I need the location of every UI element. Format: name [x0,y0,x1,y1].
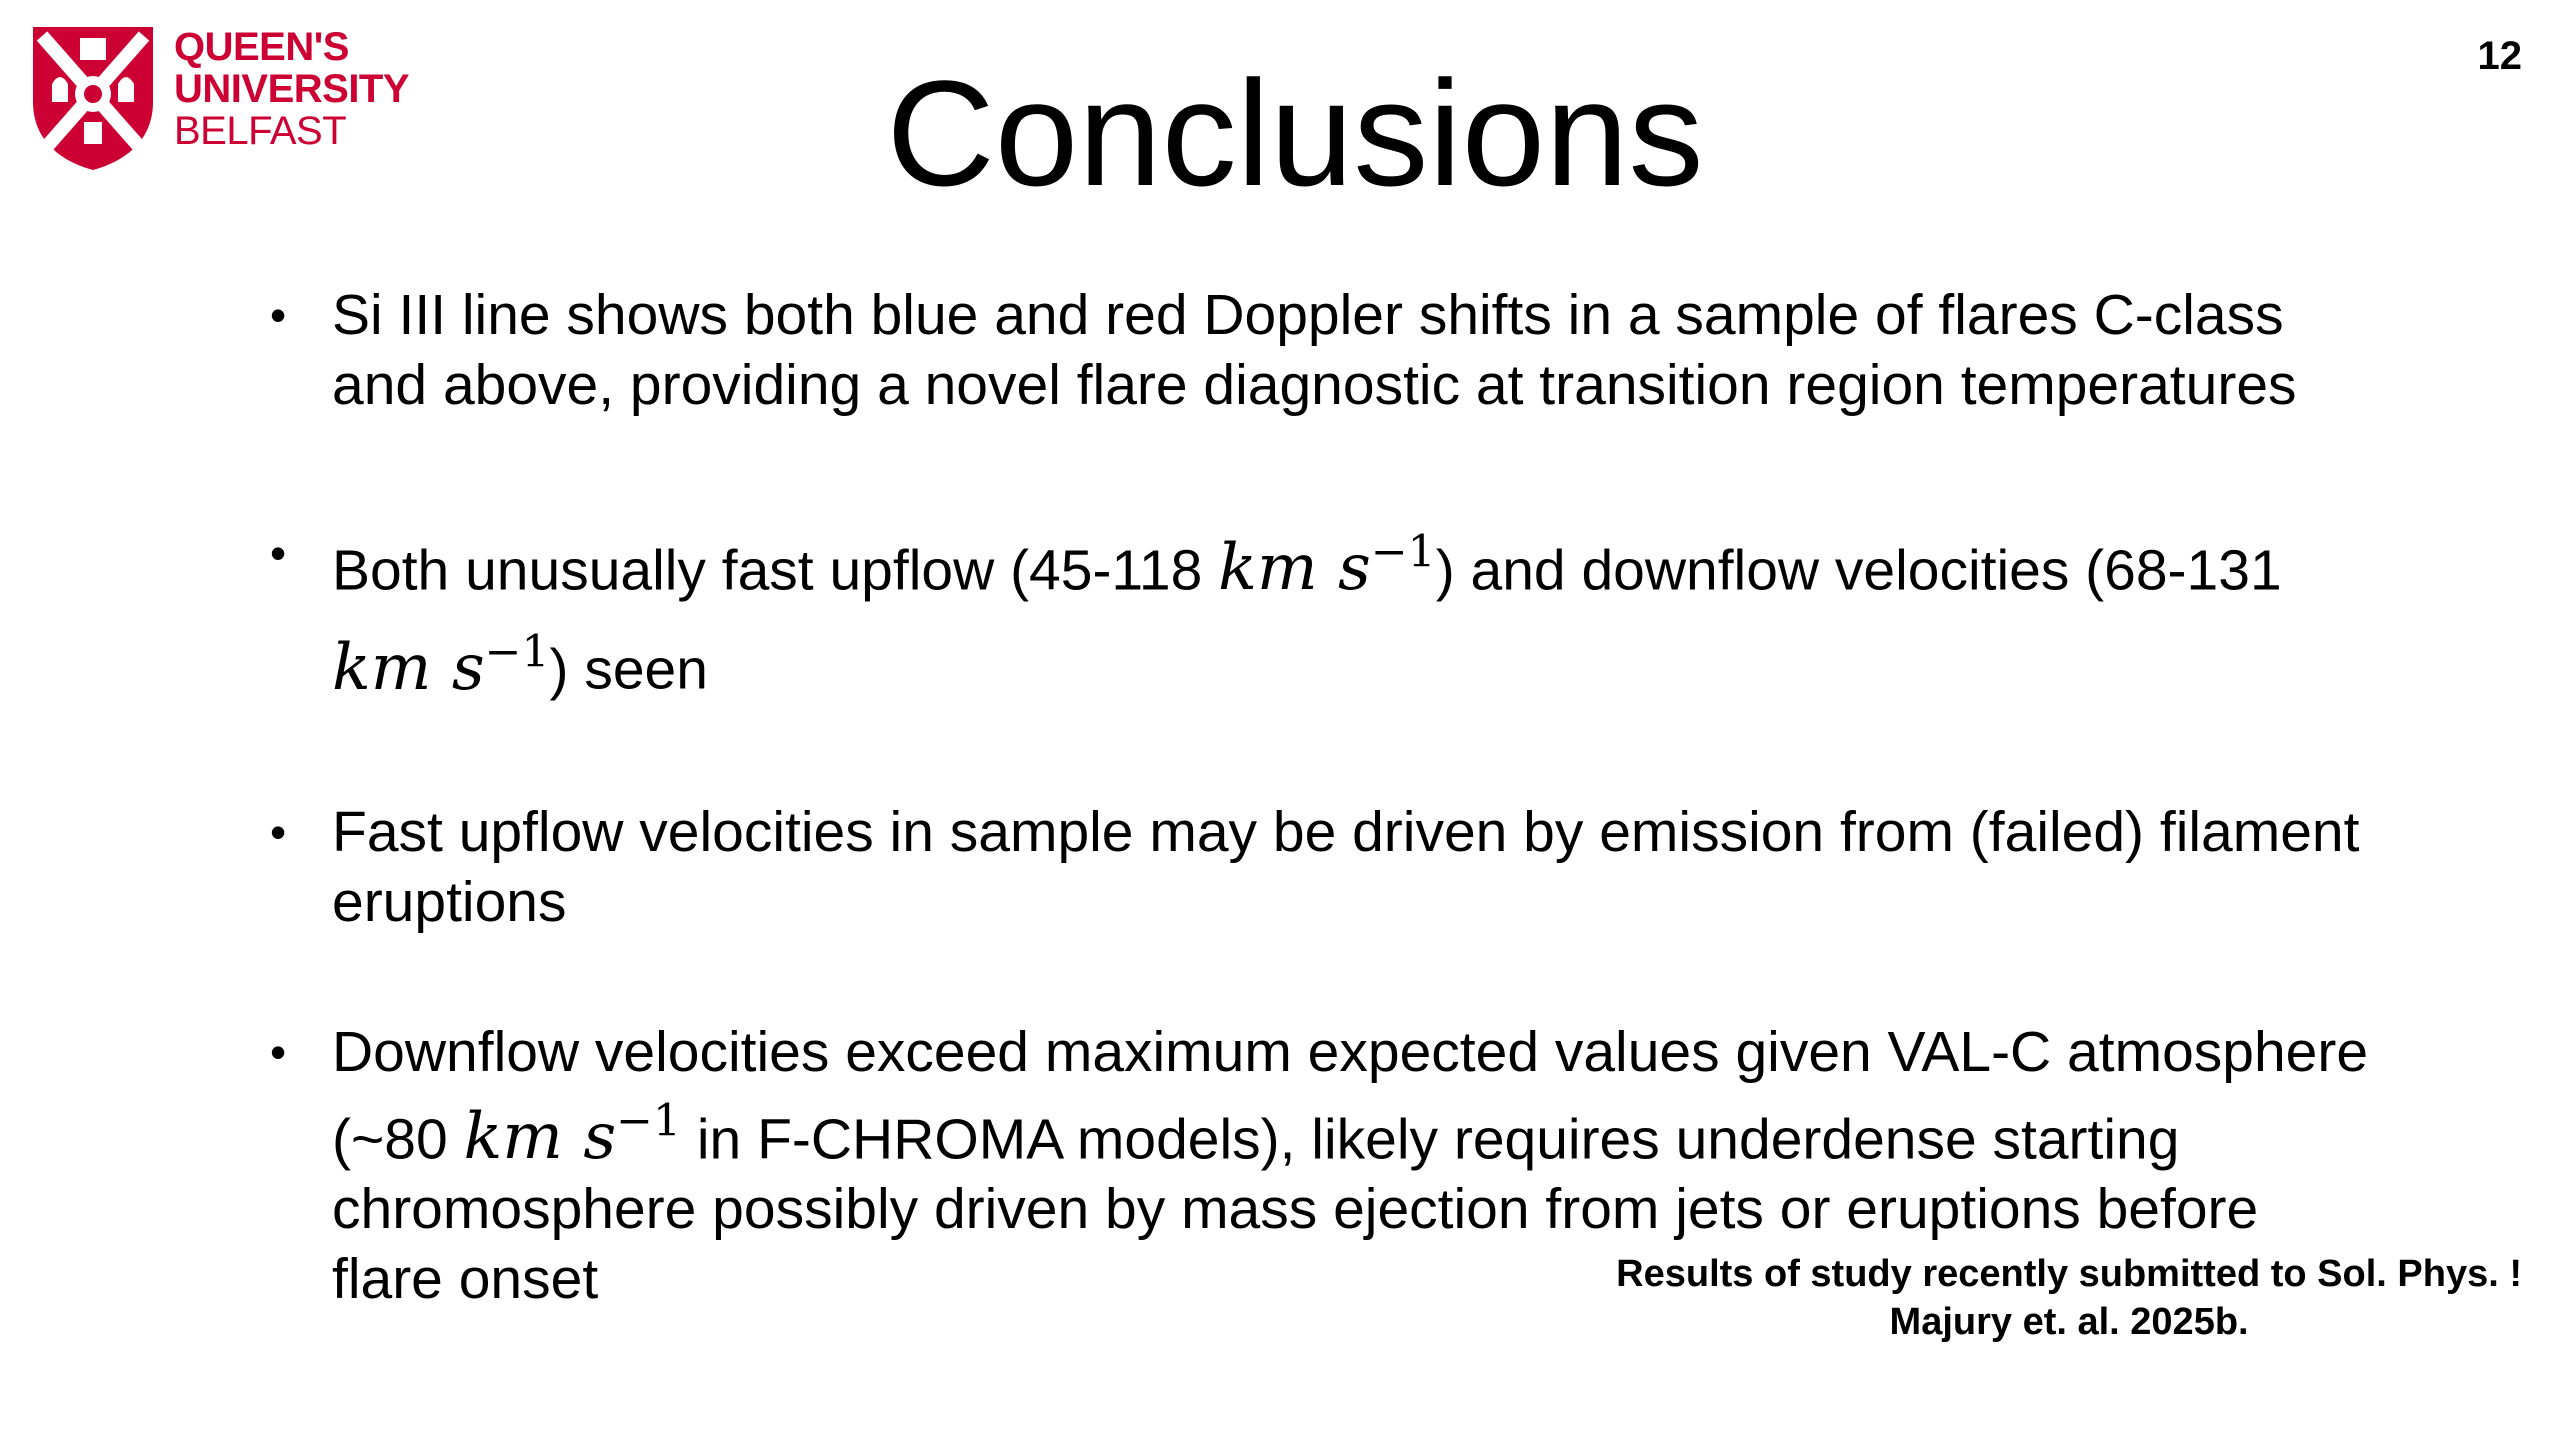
slide-title: Conclusions [886,49,1704,217]
bullet-marker: • [270,1025,287,1078]
bullet-text: ) seen [549,637,708,702]
bullet-item [270,512,2370,711]
logo-line-2: UNIVERSITY [174,67,410,111]
bullet-marker: • [270,289,287,341]
bullet-text: Si III line shows both blue and red Doppler shifts in a sample of flares C-class and above, providing a novel flare diagnostic at transition region temperatures [332,283,2297,417]
unit-km-s: km $s^{-1}$ [332,626,550,705]
bullet-text: Fast upflow velocities in sample may be driven by emission from (failed) filament eruptions [332,799,2360,934]
unit-km-s: km $s^{-1}$ [1218,527,1436,606]
bullet-text: Downflow velocities exceed maximum expected values given VAL-C atmosphere (~80 [332,1019,2369,1171]
bullet-text: Both unusually fast upflow (45-118 [332,538,1219,603]
logo-line-1: QUEEN'S [174,25,349,69]
bullet-marker: • [270,805,287,858]
bullet-item [270,280,2370,420]
bullet-item [270,797,2370,937]
citation-line-1: Results of study recently submitted to Sol. Phys. ! [1616,1253,2522,1295]
bullet-text: in F-CHROMA models), likely requires underdense starting chromosphere possibly driven by mass ejection from jets or eruptions before flare onset [332,1106,2259,1311]
citation-note [1616,1250,2522,1346]
logo-line-3: BELFAST [174,109,347,153]
bullet-text: ) and downflow velocities (68-131 [1435,538,2282,603]
bullet-marker: • [270,527,287,579]
conclusions-list [270,280,2370,1314]
slide-number: 12 [2477,34,2522,78]
citation-line-2: Majury et. al. 2025b. [1889,1301,2249,1343]
unit-km-s: km $s^{-1}$ [463,1095,682,1174]
